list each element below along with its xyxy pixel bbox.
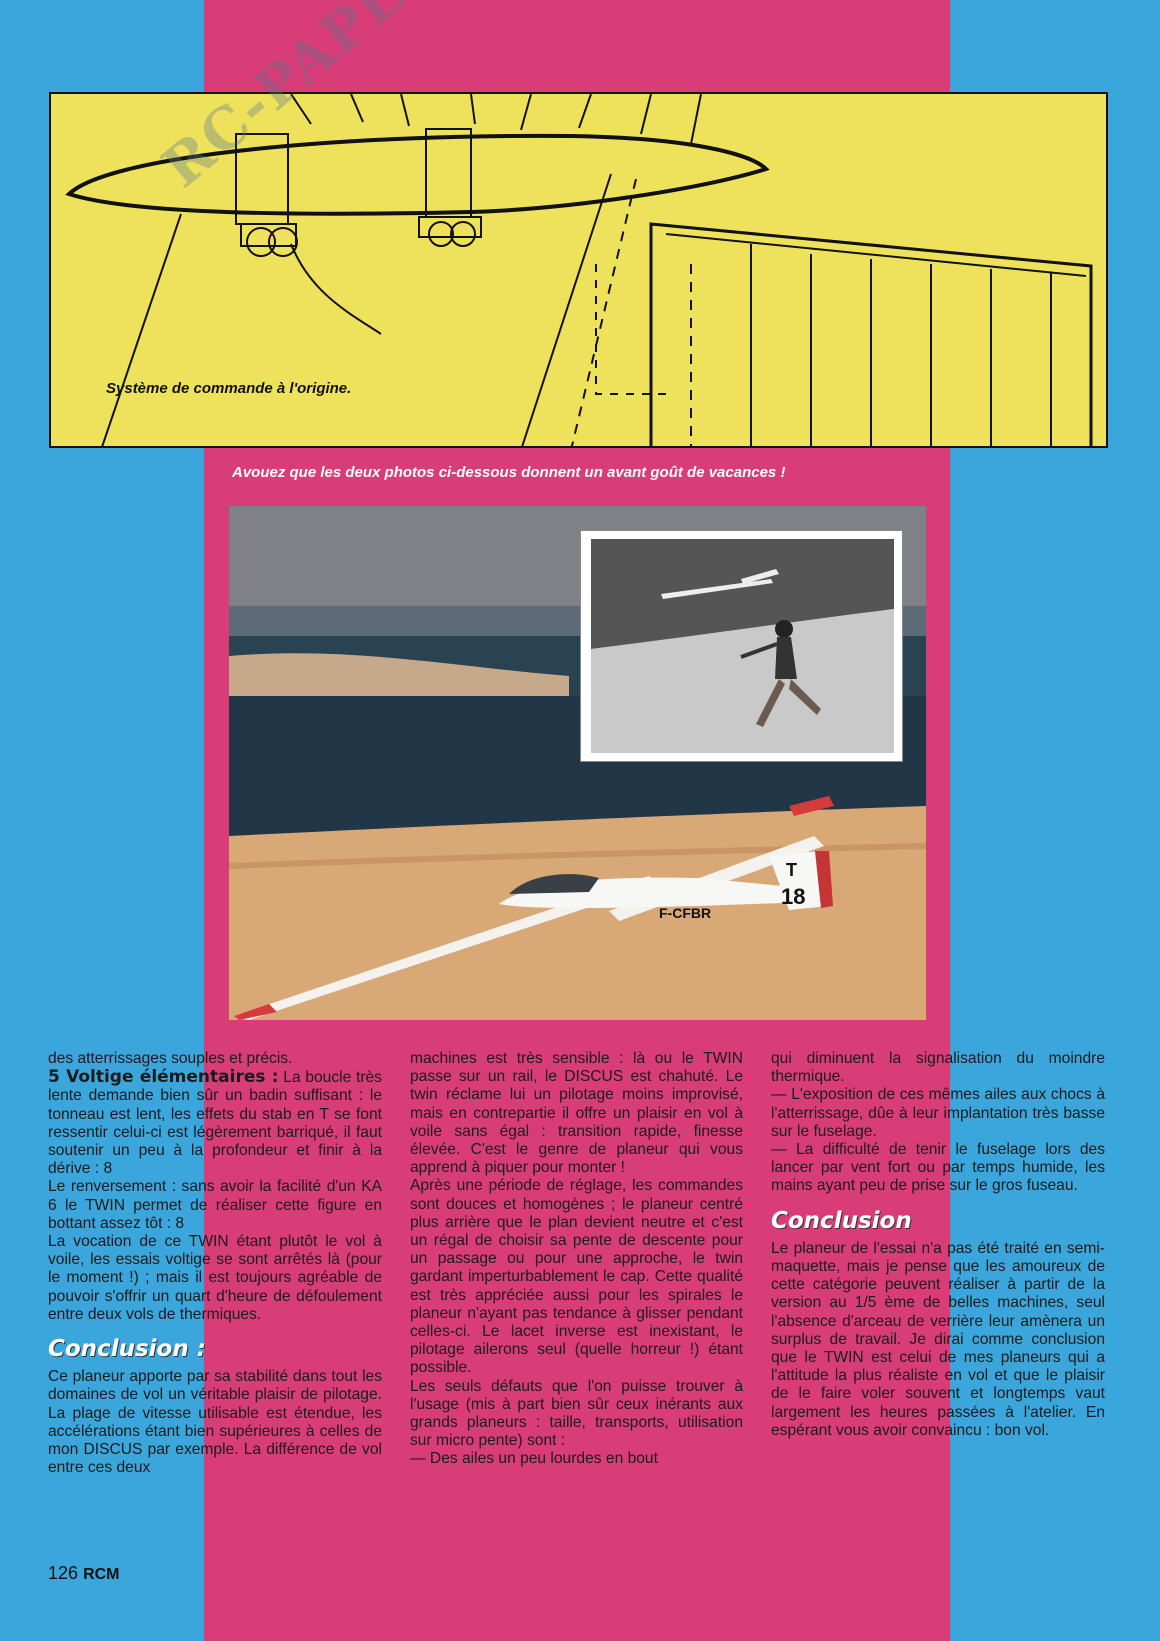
paragraph: Le renversement : sans avoir la facilité d'un KA 6 le TWIN permet de réaliser cette figure en bottant assez tôt : 8 (48, 1178, 382, 1232)
paragraph: — Des ailes un peu lourdes en bout (410, 1450, 658, 1468)
paragraph: Après une période de réglage, les commandes sont douces et homogènes ; le planeur centré plus arrière que le plan devient neutre et c'est un régal de choisir sa pente de descente pour un passage ou pour une approche, le twin gardant imperturbablement le cap. Cette qualité est très appréciée aussi pour les spirales le planeur n'ayant pas tendance à glisser pendant celles-ci. Le lacet inverse est inexistant, le pilotage ailerons seul (quelle horreur !) étant possible. (410, 1177, 743, 1377)
section-heading: Conclusion : (48, 1336, 206, 1363)
photo-caption: Avouez que les deux photos ci-dessous donnent un avant goût de vacances ! (232, 464, 786, 481)
paragraph: qui diminuent la signalisation du moindre thermique. (771, 1050, 1105, 1086)
paragraph: Ce planeur apporte par sa stabilité dans tout les domaines de vol un véritable plaisir de pilotage. La plage de vitesse utilisable est étendue, les accélérations étant bien supérieures à celles de mon DISCUS par exemple. La différence de vol entre ces deux (48, 1368, 382, 1477)
tail-number: 18 (781, 884, 806, 909)
text-column-3 (771, 1050, 1105, 1440)
paragraph: des atterrissages souples et précis. (48, 1050, 293, 1067)
figure-caption: Système de commande à l'origine. (106, 380, 352, 397)
paragraph-voltige (48, 1068, 382, 1178)
paragraph: machines est très sensible : là ou le TWIN passe sur un rail, le DISCUS est chahuté. Le twin réclame lui un pilotage moins improvisé, mais en contrepartie il offre un plaisir en vol à voile sans égal : transition rapide, finesse élevée. C'est le genre de planeur qui vous apprend à piquer pour monter ! (410, 1050, 743, 1177)
paragraph: — L'exposition de ces mêmes ailes aux chocs à l'atterrissage, dûe à leur implantation très basse sur le fuselage. (771, 1086, 1105, 1140)
text-column-2 (410, 1050, 743, 1469)
magazine-name: RCM (83, 1566, 120, 1583)
section-heading: Conclusion (771, 1207, 912, 1234)
voltige-text: La boucle très lente demande bien sûr un badin suffisant : le tonneau est lent, les effets du stab en T se font ressentir celui-ci est légèrement barriqué, il faut soutenir un peu à la profondeur et finir à la dérive : 8 (48, 1069, 382, 1178)
registration-mark: F-CFBR (659, 905, 712, 921)
page-number: 126 (48, 1563, 79, 1583)
voltige-heading: 5 Voltige élémentaires : (48, 1067, 279, 1088)
text-column-1 (48, 1050, 382, 1477)
page-footer (48, 1563, 120, 1584)
tail-letter: T (786, 860, 797, 880)
paragraph: — La difficulté de tenir le fuselage lors des lancer par vent fort ou par temps humide, les mains ayant peu de prise sur le gros fuseau. (771, 1141, 1105, 1195)
paragraph: Le planeur de l'essai n'a pas été traité en semi-maquette, mais je pense que les amoureux de cette catégorie peuvent réaliser à partir de la version au 1/5 ème de belles machines, seul l'absence d'arceau de verrière leur amènera un surplus de travail. Je dirai comme conclusion que le TWIN est celui de mes planeurs qui a l'attitude la plus réaliste en vol et que le plaisir de le faire voler souvent et longtemps vaut largement les heures passées à l'atelier. En espérant vous avoir convaincu : bon vol. (771, 1239, 1105, 1439)
inset-photo (580, 530, 903, 762)
paragraph: Les seuls défauts que l'on puisse trouver à l'usage (mis à part bien sûr ceux inérants aux grands planeurs : taille, transports, utilisation sur micro pente) sont : (410, 1377, 743, 1450)
paragraph: La vocation de ce TWIN étant plutôt le vol à voile, les essais voltige se sont arrêtés là (pour le moment !) ; mais il est toujours agréable de pouvoir s'offrir un quart d'heure de défoulement entre deux vols de thermiques. (48, 1233, 382, 1323)
